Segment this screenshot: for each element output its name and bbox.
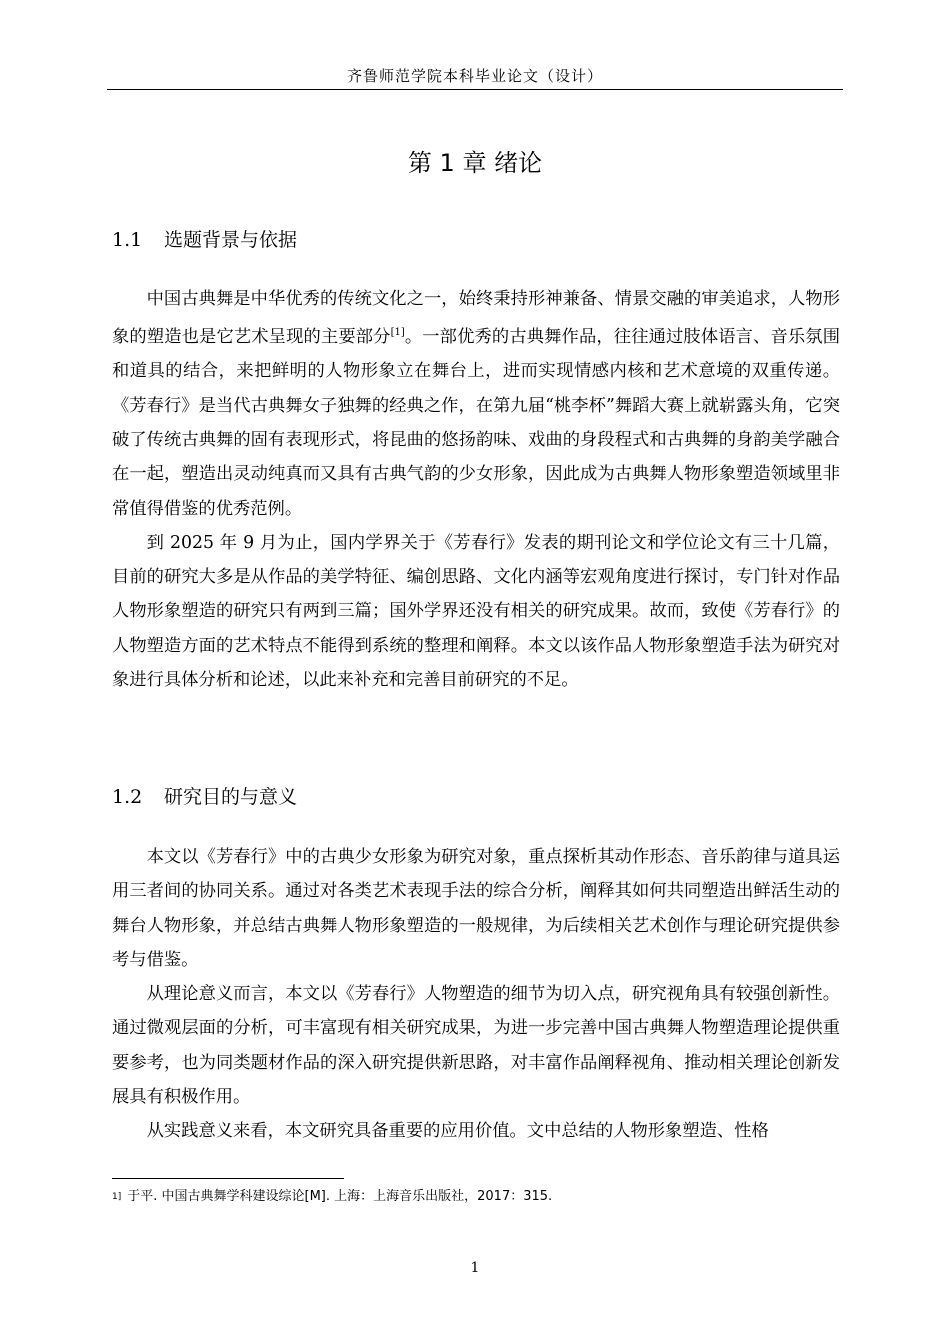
section-1-2-body: [112, 840, 840, 1149]
running-header: 齐鲁师范学院本科毕业论文（设计）: [346, 67, 603, 85]
paragraph: 从实践意义来看，本文研究具备重要的应用价值。文中总结的人物形象塑造、性格: [146, 1121, 769, 1142]
paragraph-text: 中国古典舞是中华优秀的传统文化之一，始终秉持形神兼备、情景交融的审美追求，人物形象的塑造也是它艺术呈现的主要部分: [112, 289, 840, 348]
section-heading-1-1: [112, 226, 297, 254]
section-title: 研究目的与意义: [164, 786, 298, 808]
paragraph: 到 2025 年 9 月为止，国内学界关于《芳春行》发表的期刊论文和学位论文有三十几篇，目前的研究大多是从作品的美学特征、编创思路、文化内涵等宏观角度进行探讨，专门针对作品人物形象塑造的研究只有两到三篇；国外学界还没有相关的研究成果。故而，致使《芳春行》的人物塑造方面的艺术特点不能得到系统的整理和阐释。本文以该作品人物形象塑造手法为研究对象进行具体分析和论述，以此来补充和完善目前研究的不足。: [112, 532, 840, 691]
footnote-rule: [112, 1178, 344, 1179]
footnote: [112, 1187, 840, 1207]
section-title: 选题背景与依据: [164, 229, 298, 251]
paragraph-text: 。一部优秀的古典舞作品，往往通过肢体语言、音乐氛围和道具的结合，来把鲜明的人物形象立在舞台上，进而实现情感内核和艺术意境的双重传递。《芳春行》是当代古典舞女子独舞的经典之作，在第九届“桃李杯”舞蹈大赛上就崭露头角，它突破了传统古典舞的固有表现形式，将昆曲的悠扬韵味、戏曲的身段程式和古典舞的身韵美学融合在一起，塑造出灵动纯真而又具有古典气韵的少女形象，因此成为古典舞人物形象塑造领域里非常值得借鉴的优秀范例。: [112, 327, 840, 519]
chapter-title: 第 1 章 绪论: [407, 149, 543, 177]
paragraph: [112, 282, 840, 526]
page-number: 1: [470, 1260, 480, 1276]
paragraph: 本文以《芳春行》中的古典少女形象为研究对象，重点探析其动作形态、音乐韵律与道具运用三者间的协同关系。通过对各类艺术表现手法的综合分析，阐释其如何共同塑造出鲜活生动的舞台人物形象，并总结古典舞人物形象塑造的一般规律，为后续相关艺术创作与理论研究提供参考与借鉴。: [112, 847, 840, 970]
section-number: 1.1: [112, 229, 143, 251]
section-number: 1.2: [112, 786, 143, 808]
section-heading-1-2: [112, 783, 297, 811]
paragraph: 从理论意义而言，本文以《芳春行》人物塑造的细节为切入点，研究视角具有较强创新性。通过微观层面的分析，可丰富现有相关研究成果，为进一步完善中国古典舞人物塑造理论提供重要参考，也为同类题材作品的深入研究提供新思路，对丰富作品阐释视角、推动相关理论创新发展具有积极作用。: [112, 984, 840, 1108]
header-rule: [107, 89, 843, 90]
footnote-text: 于平. 中国古典舞学科建设综论[M]. 上海：上海音乐出版社，2017：315.: [127, 1189, 553, 1204]
footnote-mark: 1]: [112, 1192, 122, 1202]
section-1-1-body: [112, 282, 840, 697]
footnote-reference[interactable]: [1]: [390, 327, 405, 339]
